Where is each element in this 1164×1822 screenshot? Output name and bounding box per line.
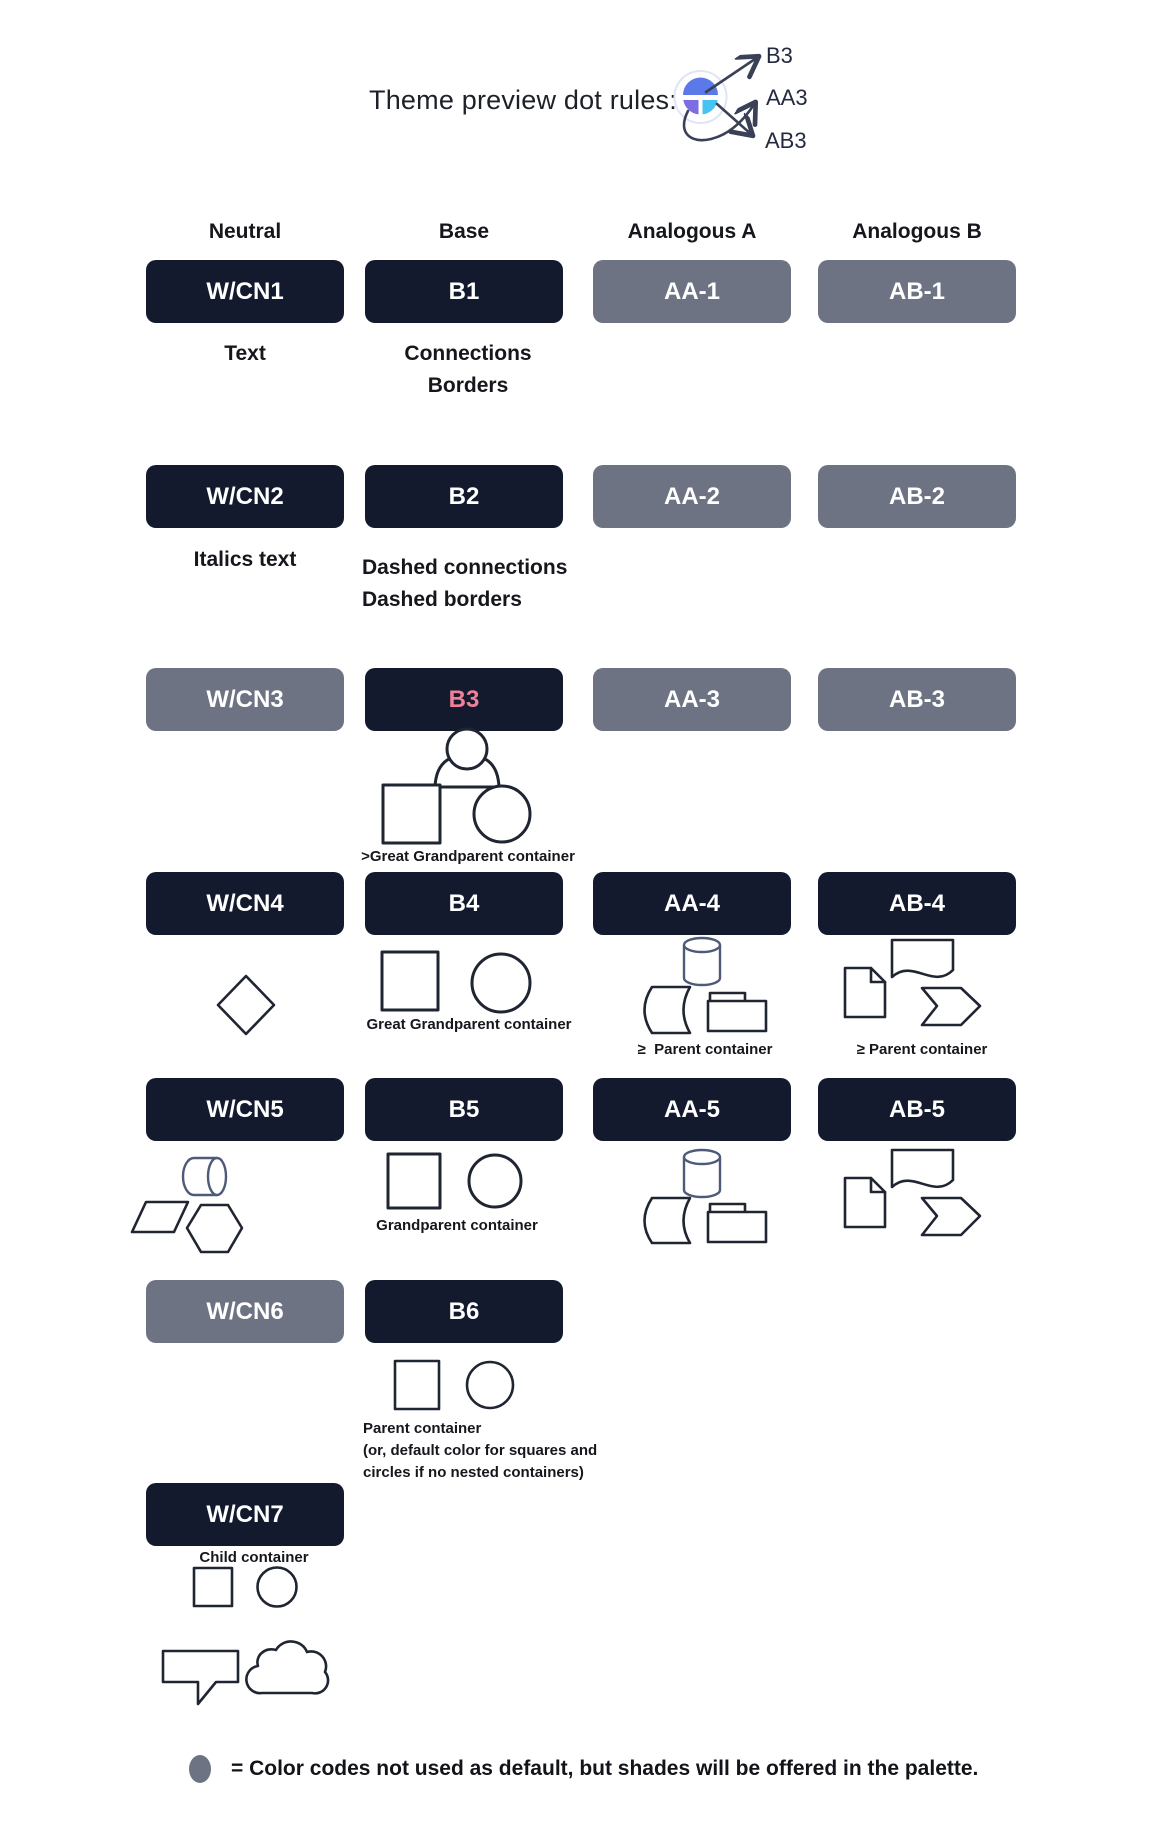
aa5-shape-group [626,1142,781,1247]
pill-ab2: AB-2 [818,465,1016,528]
caption-ab-parent-container: ≥ Parent container [856,1041,988,1058]
caption-dashed-connections: Dashed connections [362,556,568,579]
dot-cyan-quarter [703,100,718,114]
wavy-card-icon [892,1150,953,1187]
square-icon [395,1361,439,1409]
pill-b1: B1 [365,260,563,323]
wcn7-shape-group [190,1564,305,1610]
caption-text: Text [224,342,266,365]
wcn7-extra-shape-group [158,1638,338,1708]
caption-grandparent: Grandparent container [376,1217,538,1234]
pill-wcn6: W/CN6 [146,1280,344,1343]
column-header-analogous-b: Analogous B [852,220,982,243]
stored-data-icon [645,1198,691,1243]
pill-ab4: AB-4 [818,872,1016,935]
pill-ab3: AB-3 [818,668,1016,731]
legend-gray-dot-icon [189,1755,211,1783]
pill-wcn2: W/CN2 [146,465,344,528]
column-header-analogous-a: Analogous A [627,220,757,243]
caption-italics-text: Italics text [193,548,297,571]
dot-rule-label-ab3: AB3 [765,128,807,153]
speech-bubble-icon [163,1651,238,1704]
caption-parent-line2: (or, default color for squares and [363,1442,598,1459]
pill-aa4: AA-4 [593,872,791,935]
cylinder-top-icon [684,938,720,952]
b5-shape-group [384,1150,524,1212]
b4-shape-group [378,948,536,1016]
pill-b3: B3 [365,668,563,731]
column-header-base: Base [438,220,490,243]
pill-aa1: AA-1 [593,260,791,323]
column-header-neutral: Neutral [208,220,282,243]
parallelogram-icon [132,1202,188,1232]
caption-parent-line1: Parent container [363,1420,482,1437]
pill-b4: B4 [365,872,563,935]
caption-aa-parent-container: ≥ Parent container [637,1041,773,1058]
pill-ab5: AB-5 [818,1078,1016,1141]
pill-wcn5: W/CN5 [146,1078,344,1141]
wcn5-shape-group [125,1150,250,1258]
hexagon-icon [187,1205,242,1252]
aa4-shape-group [626,930,781,1038]
b6-shape-group [391,1357,521,1415]
folder-body-icon [708,1212,766,1242]
caption-connections: Connections [404,342,532,365]
pill-b5: B5 [365,1078,563,1141]
caption-child-container: Child container [199,1549,309,1566]
circle-icon [469,1155,521,1207]
square-icon [194,1568,232,1606]
ab5-shape-group [838,1143,988,1243]
pill-wcn3: W/CN3 [146,668,344,731]
caption-parent-line3: circles if no nested containers) [363,1464,584,1481]
b3-shape-group [375,723,540,848]
pill-wcn4: W/CN4 [146,872,344,935]
document-icon [845,968,885,1017]
square-icon [383,785,440,843]
circle-icon [472,954,530,1012]
pill-b6: B6 [365,1280,563,1343]
cloud-icon [246,1641,328,1693]
circle-icon [258,1568,297,1607]
folder-body-icon [708,1001,766,1031]
stored-data-icon [645,987,691,1033]
document-icon [845,1178,885,1227]
pill-aa2: AA-2 [593,465,791,528]
caption-borders: Borders [427,374,509,397]
circle-icon [467,1362,513,1408]
pill-aa3: AA-3 [593,668,791,731]
wcn4-shape-group [214,974,280,1038]
caption-great-grandparent-gt: >Great Grandparent container [361,848,575,865]
pill-aa5: AA-5 [593,1078,791,1141]
chevron-icon [922,988,980,1025]
square-icon [388,1154,440,1208]
pill-wcn7: W/CN7 [146,1483,344,1546]
pill-b2: B2 [365,465,563,528]
ab4-shape-group [838,933,988,1033]
diamond-icon [218,976,274,1034]
pill-ab1: AB-1 [818,260,1016,323]
square-icon [382,952,438,1010]
chevron-icon [922,1198,980,1235]
dot-rule-label-b3: B3 [766,43,793,68]
caption-great-grandparent: Great Grandparent container [366,1016,572,1033]
page-title: Theme preview dot rules: [369,85,677,115]
dot-purple-quarter [683,100,698,114]
cylinder-top-icon [684,1150,720,1164]
theme-preview-dot-icon [660,40,780,150]
circle-icon [474,786,530,842]
wavy-card-icon [892,940,953,977]
dot-rule-label-aa3: AA3 [766,85,808,110]
horizontal-cylinder-cap-icon [208,1158,226,1195]
person-head-icon [447,729,487,769]
pill-wcn1: W/CN1 [146,260,344,323]
legend-text: = Color codes not used as default, but shades will be offered in the palette. [231,1757,979,1780]
caption-dashed-borders: Dashed borders [362,588,522,611]
arrow-to-ab3 [717,104,752,135]
